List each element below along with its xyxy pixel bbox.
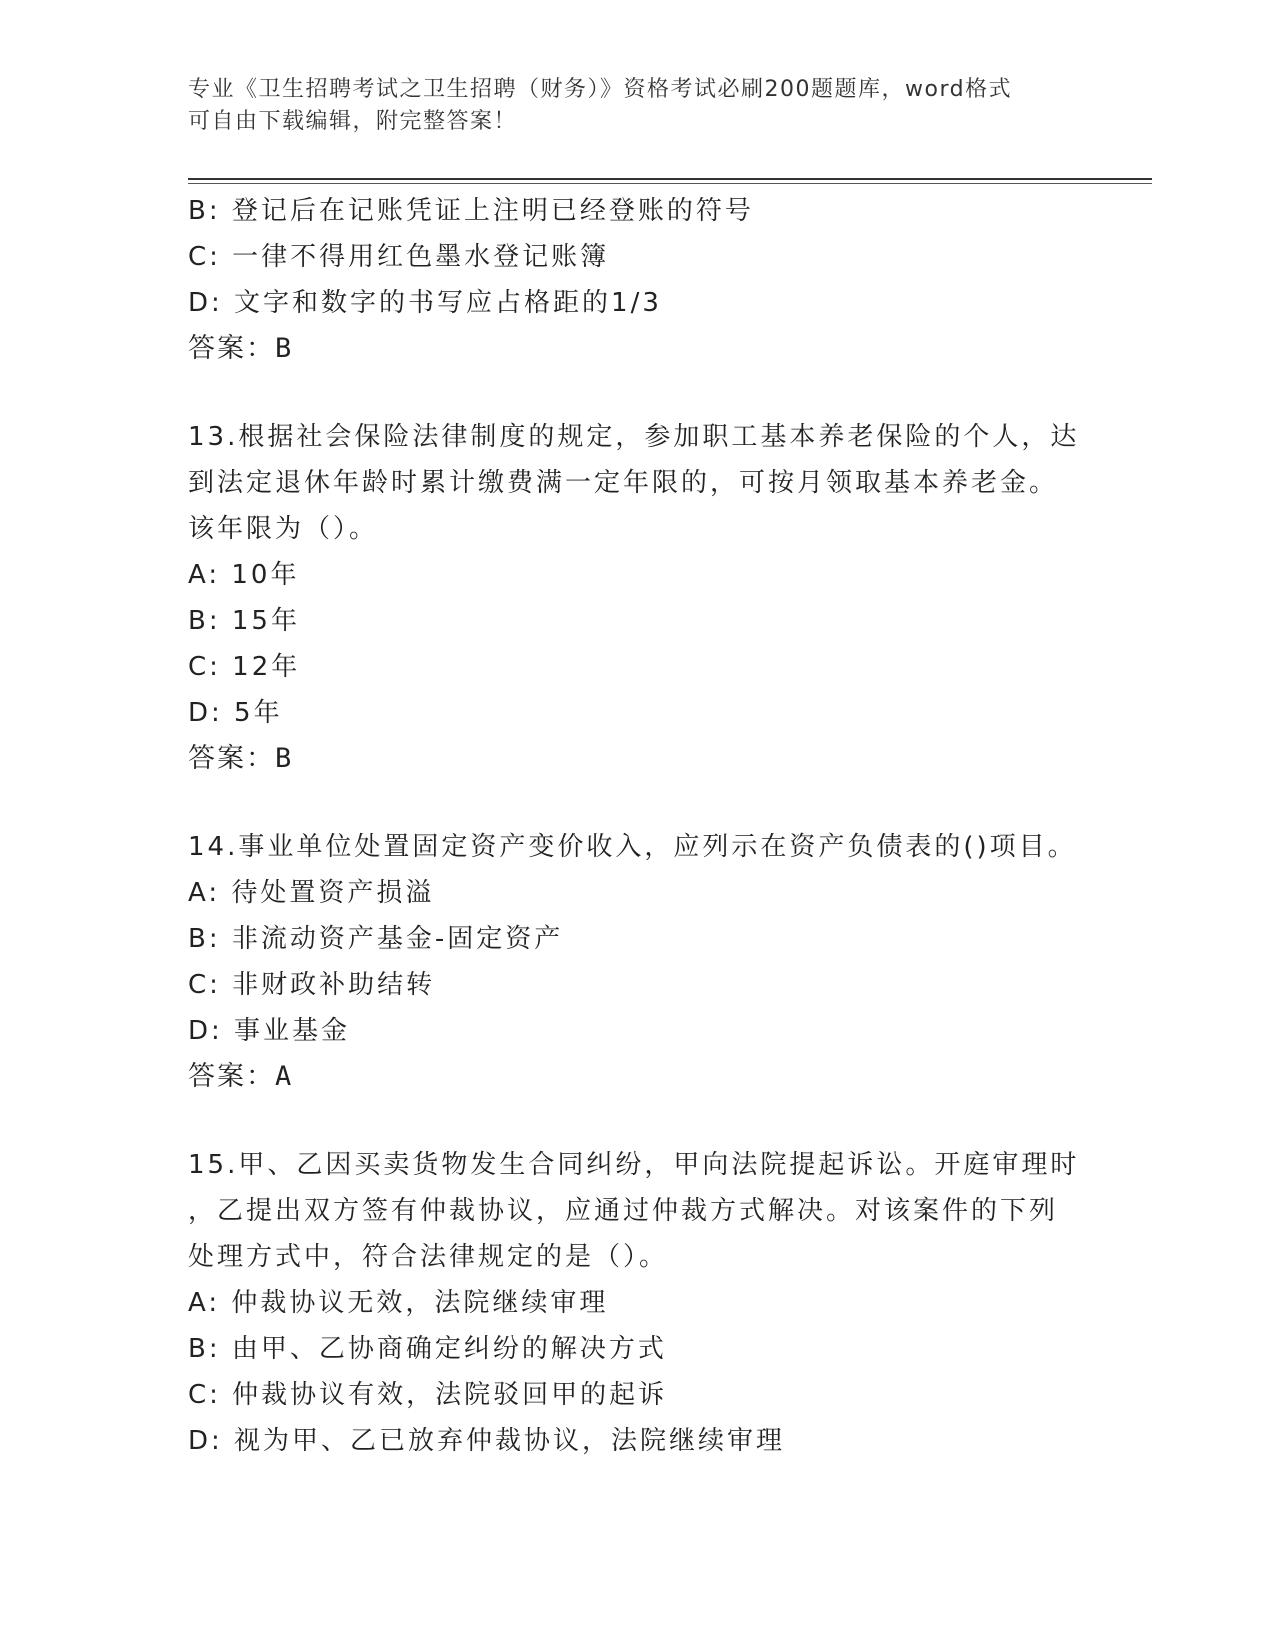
header-rule-thick [188, 178, 1152, 180]
option-a: A: 待处置资产损溢 [188, 878, 435, 908]
question-15 [188, 1142, 1088, 1464]
option-d: D: 视为甲、乙已放弃仲裁协议，法院继续审理 [188, 1426, 786, 1456]
answer: 答案：B [188, 743, 294, 774]
option-c: C: 非财政补助结转 [188, 970, 436, 1000]
option-d: D: 事业基金 [188, 1016, 351, 1046]
option-b: B: 由甲、乙协商确定纠纷的解决方式 [188, 1334, 667, 1364]
header-line-1: 专业《卫生招聘考试之卫生招聘（财务）》资格考试必刷200题题库，word格式 [188, 77, 1013, 102]
option-c: C: 一律不得用红色墨水登记账簿 [188, 242, 610, 272]
question-stem-line: 14.事业单位处置固定资产变价收入，应列示在资产负债表的()项目。 [188, 832, 1077, 862]
question-stem-line: 15.甲、乙因买卖货物发生合同纠纷，甲向法院提起诉讼。开庭审理时 [188, 1150, 1080, 1180]
option-d: D: 文字和数字的书写应占格距的1/3 [188, 288, 662, 318]
option-b: B: 登记后在记账凭证上注明已经登账的符号 [188, 196, 754, 226]
document-body [188, 188, 1088, 1464]
spacer [188, 1100, 1088, 1142]
header-rule-thin [188, 183, 1152, 184]
question-stem-line: 13.根据社会保险法律制度的规定，参加职工基本养老保险的个人，达 [188, 422, 1080, 452]
option-c: C: 12年 [188, 652, 301, 682]
document-header [188, 74, 1088, 138]
answer: 答案：B [188, 333, 294, 364]
question-stem-line: ，乙提出双方签有仲裁协议，应通过仲裁方式解决。对该案件的下列 [188, 1196, 1059, 1226]
header-line-2: 可自由下载编辑，附完整答案！ [188, 109, 518, 134]
option-a: A: 仲裁协议无效，法院继续审理 [188, 1288, 609, 1318]
option-b: B: 15年 [188, 606, 300, 636]
question-13 [188, 414, 1088, 782]
answer: 答案：A [188, 1061, 294, 1092]
question-stem-line: 该年限为（）。 [188, 514, 379, 544]
question-stem-line: 到法定退休年龄时累计缴费满一定年限的，可按月领取基本养老金。 [188, 468, 1059, 498]
question-14 [188, 824, 1088, 1100]
spacer [188, 372, 1088, 414]
option-d: D: 5年 [188, 698, 283, 728]
spacer [188, 782, 1088, 824]
question-stem-line: 处理方式中，符合法律规定的是（）。 [188, 1242, 669, 1272]
option-b: B: 非流动资产基金-固定资产 [188, 924, 564, 954]
question-12-continued [188, 188, 1088, 372]
option-a: A: 10年 [188, 560, 300, 590]
option-c: C: 仲裁协议有效，法院驳回甲的起诉 [188, 1380, 668, 1410]
